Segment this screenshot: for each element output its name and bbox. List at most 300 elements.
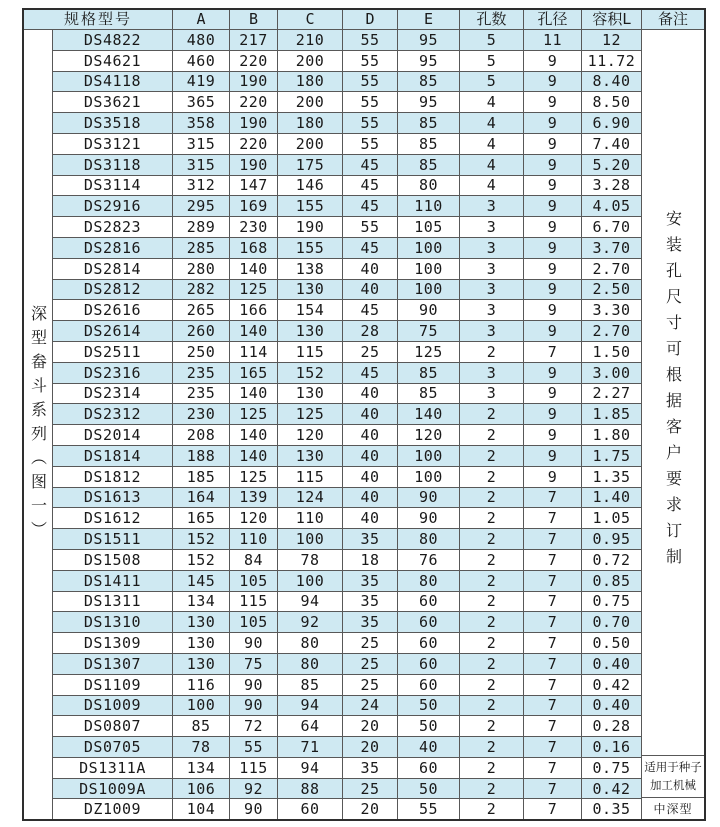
- cell-d: 40: [343, 259, 398, 279]
- cell-a: 265: [173, 300, 230, 320]
- cell-hole-diameter: 9: [524, 176, 582, 196]
- cell-a: 106: [173, 779, 230, 799]
- cell-hole-diameter: 7: [524, 550, 582, 570]
- cell-c: 155: [278, 238, 343, 258]
- cell-c: 130: [278, 384, 343, 404]
- table-row: [53, 176, 642, 197]
- cell-d: 25: [343, 342, 398, 362]
- cell-a: 78: [173, 737, 230, 757]
- cell-c: 146: [278, 176, 343, 196]
- cell-hole-count: 2: [460, 342, 524, 362]
- cell-hole-count: 3: [460, 363, 524, 383]
- cell-model: DS1411: [53, 571, 173, 591]
- cell-b: 217: [230, 30, 278, 50]
- cell-model: DS2014: [53, 425, 173, 445]
- cell-volume: 5.20: [582, 155, 642, 175]
- col-header-a: A: [173, 10, 230, 29]
- cell-e: 60: [398, 612, 460, 632]
- cell-model: DS0705: [53, 737, 173, 757]
- cell-model: DS3118: [53, 155, 173, 175]
- cell-hole-diameter: 7: [524, 654, 582, 674]
- table-row: [53, 300, 642, 321]
- cell-d: 45: [343, 176, 398, 196]
- cell-c: 175: [278, 155, 343, 175]
- cell-b: 140: [230, 259, 278, 279]
- cell-e: 60: [398, 758, 460, 778]
- cell-c: 130: [278, 321, 343, 341]
- cell-volume: 0.95: [582, 529, 642, 549]
- cell-d: 55: [343, 113, 398, 133]
- cell-c: 180: [278, 113, 343, 133]
- table-row: [53, 280, 642, 301]
- cell-e: 60: [398, 633, 460, 653]
- cell-e: 100: [398, 467, 460, 487]
- cell-a: 152: [173, 529, 230, 549]
- cell-volume: 12: [582, 30, 642, 50]
- cell-e: 80: [398, 571, 460, 591]
- cell-c: 130: [278, 446, 343, 466]
- cell-hole-count: 2: [460, 675, 524, 695]
- cell-model: DS1009A: [53, 779, 173, 799]
- cell-volume: 8.40: [582, 72, 642, 92]
- cell-e: 50: [398, 779, 460, 799]
- cell-a: 230: [173, 404, 230, 424]
- cell-b: 90: [230, 799, 278, 819]
- cell-volume: 0.70: [582, 612, 642, 632]
- cell-b: 147: [230, 176, 278, 196]
- cell-model: DS1311: [53, 592, 173, 612]
- cell-volume: 1.75: [582, 446, 642, 466]
- cell-d: 24: [343, 696, 398, 716]
- cell-c: 154: [278, 300, 343, 320]
- remark-note-cell: [642, 30, 704, 755]
- col-header-c: C: [278, 10, 343, 29]
- remark-column: [642, 30, 704, 819]
- cell-e: 85: [398, 134, 460, 154]
- cell-volume: 8.50: [582, 92, 642, 112]
- remark-note: 安装孔尺寸可根据客户要求订制: [663, 210, 683, 575]
- table-row: [53, 259, 642, 280]
- col-header-hole-count: 孔数: [460, 10, 524, 29]
- table-header-row: [24, 10, 704, 30]
- table-body-wrap: [24, 30, 704, 819]
- cell-a: 358: [173, 113, 230, 133]
- cell-model: DS1310: [53, 612, 173, 632]
- cell-c: 110: [278, 508, 343, 528]
- remark-seed-cell: [642, 755, 704, 797]
- cell-d: 40: [343, 488, 398, 508]
- cell-e: 60: [398, 654, 460, 674]
- cell-c: 94: [278, 592, 343, 612]
- cell-volume: 2.70: [582, 321, 642, 341]
- cell-hole-count: 2: [460, 633, 524, 653]
- cell-b: 120: [230, 508, 278, 528]
- cell-hole-count: 2: [460, 779, 524, 799]
- cell-hole-count: 3: [460, 196, 524, 216]
- cell-b: 168: [230, 238, 278, 258]
- cell-b: 140: [230, 446, 278, 466]
- cell-model: DS4621: [53, 51, 173, 71]
- cell-d: 55: [343, 92, 398, 112]
- cell-e: 80: [398, 176, 460, 196]
- cell-a: 260: [173, 321, 230, 341]
- cell-e: 140: [398, 404, 460, 424]
- cell-volume: 1.85: [582, 404, 642, 424]
- cell-d: 55: [343, 72, 398, 92]
- cell-e: 100: [398, 280, 460, 300]
- table-row: [53, 30, 642, 51]
- series-label-cell: [24, 30, 53, 819]
- table-row: [53, 238, 642, 259]
- cell-b: 115: [230, 758, 278, 778]
- cell-model: DS2316: [53, 363, 173, 383]
- cell-a: 480: [173, 30, 230, 50]
- cell-model: DS2511: [53, 342, 173, 362]
- cell-d: 25: [343, 633, 398, 653]
- cell-model: DS1009: [53, 696, 173, 716]
- col-header-volume: 容积L: [582, 10, 642, 29]
- table-row: [53, 113, 642, 134]
- cell-a: 164: [173, 488, 230, 508]
- cell-hole-count: 3: [460, 280, 524, 300]
- table-row: [53, 155, 642, 176]
- table-row: [53, 425, 642, 446]
- cell-hole-count: 5: [460, 51, 524, 71]
- cell-hole-diameter: 9: [524, 92, 582, 112]
- cell-a: 235: [173, 363, 230, 383]
- cell-volume: 0.16: [582, 737, 642, 757]
- cell-a: 134: [173, 592, 230, 612]
- cell-d: 40: [343, 280, 398, 300]
- cell-volume: 6.90: [582, 113, 642, 133]
- cell-e: 90: [398, 488, 460, 508]
- cell-c: 180: [278, 72, 343, 92]
- table-row: [53, 529, 642, 550]
- cell-c: 80: [278, 633, 343, 653]
- cell-e: 90: [398, 508, 460, 528]
- cell-model: DS2312: [53, 404, 173, 424]
- cell-b: 55: [230, 737, 278, 757]
- cell-hole-diameter: 7: [524, 799, 582, 819]
- cell-volume: 0.35: [582, 799, 642, 819]
- cell-c: 115: [278, 467, 343, 487]
- cell-b: 114: [230, 342, 278, 362]
- cell-hole-diameter: 9: [524, 217, 582, 237]
- cell-d: 40: [343, 446, 398, 466]
- cell-b: 115: [230, 592, 278, 612]
- cell-d: 45: [343, 155, 398, 175]
- cell-volume: 1.05: [582, 508, 642, 528]
- cell-d: 20: [343, 737, 398, 757]
- cell-c: 85: [278, 675, 343, 695]
- cell-hole-count: 2: [460, 529, 524, 549]
- cell-c: 92: [278, 612, 343, 632]
- cell-hole-count: 2: [460, 799, 524, 819]
- cell-hole-diameter: 9: [524, 321, 582, 341]
- cell-b: 125: [230, 404, 278, 424]
- remark-mid-deep: 中深型: [653, 802, 693, 817]
- cell-model: DS1307: [53, 654, 173, 674]
- cell-e: 85: [398, 113, 460, 133]
- cell-hole-diameter: 9: [524, 155, 582, 175]
- table-row: [53, 758, 642, 779]
- cell-c: 64: [278, 716, 343, 736]
- cell-hole-count: 2: [460, 488, 524, 508]
- cell-d: 55: [343, 51, 398, 71]
- cell-a: 130: [173, 612, 230, 632]
- cell-a: 188: [173, 446, 230, 466]
- cell-model: DS2616: [53, 300, 173, 320]
- cell-hole-count: 2: [460, 716, 524, 736]
- cell-a: 419: [173, 72, 230, 92]
- cell-c: 152: [278, 363, 343, 383]
- cell-c: 125: [278, 404, 343, 424]
- cell-volume: 1.35: [582, 467, 642, 487]
- cell-hole-count: 3: [460, 238, 524, 258]
- cell-volume: 0.28: [582, 716, 642, 736]
- cell-d: 40: [343, 467, 398, 487]
- cell-c: 94: [278, 696, 343, 716]
- cell-a: 250: [173, 342, 230, 362]
- cell-d: 25: [343, 675, 398, 695]
- cell-volume: 3.30: [582, 300, 642, 320]
- col-header-b: B: [230, 10, 278, 29]
- cell-volume: 11.72: [582, 51, 642, 71]
- cell-d: 20: [343, 716, 398, 736]
- cell-d: 35: [343, 592, 398, 612]
- cell-a: 365: [173, 92, 230, 112]
- cell-volume: 0.40: [582, 696, 642, 716]
- cell-model: DS2816: [53, 238, 173, 258]
- cell-hole-diameter: 7: [524, 675, 582, 695]
- cell-model: DS1613: [53, 488, 173, 508]
- cell-hole-diameter: 9: [524, 446, 582, 466]
- cell-model: DS0807: [53, 716, 173, 736]
- cell-c: 78: [278, 550, 343, 570]
- cell-hole-count: 4: [460, 134, 524, 154]
- cell-model: DS1511: [53, 529, 173, 549]
- cell-hole-count: 2: [460, 550, 524, 570]
- cell-hole-diameter: 9: [524, 384, 582, 404]
- cell-hole-diameter: 9: [524, 425, 582, 445]
- cell-model: DS3621: [53, 92, 173, 112]
- table-row: [53, 72, 642, 93]
- cell-a: 235: [173, 384, 230, 404]
- table-row: [53, 550, 642, 571]
- cell-c: 200: [278, 51, 343, 71]
- cell-a: 145: [173, 571, 230, 591]
- cell-hole-count: 2: [460, 571, 524, 591]
- table-body: [53, 30, 642, 819]
- cell-a: 208: [173, 425, 230, 445]
- cell-volume: 3.70: [582, 238, 642, 258]
- cell-a: 152: [173, 550, 230, 570]
- cell-volume: 4.05: [582, 196, 642, 216]
- table-row: [53, 342, 642, 363]
- table-row: [53, 633, 642, 654]
- cell-volume: 6.70: [582, 217, 642, 237]
- table-row: [53, 404, 642, 425]
- table-row: [53, 446, 642, 467]
- cell-e: 90: [398, 300, 460, 320]
- cell-d: 45: [343, 363, 398, 383]
- cell-volume: 1.40: [582, 488, 642, 508]
- cell-hole-diameter: 9: [524, 280, 582, 300]
- cell-hole-count: 4: [460, 176, 524, 196]
- cell-hole-count: 3: [460, 259, 524, 279]
- cell-hole-diameter: 9: [524, 51, 582, 71]
- cell-e: 95: [398, 92, 460, 112]
- cell-e: 100: [398, 446, 460, 466]
- cell-model: DS4822: [53, 30, 173, 50]
- cell-a: 295: [173, 196, 230, 216]
- cell-d: 40: [343, 425, 398, 445]
- cell-d: 40: [343, 404, 398, 424]
- cell-b: 190: [230, 113, 278, 133]
- table-row: [53, 675, 642, 696]
- table-row: [53, 92, 642, 113]
- cell-b: 110: [230, 529, 278, 549]
- cell-model: DS1814: [53, 446, 173, 466]
- cell-e: 85: [398, 363, 460, 383]
- cell-b: 72: [230, 716, 278, 736]
- table-row: [53, 696, 642, 717]
- col-header-spec-model: 规格型号: [24, 10, 173, 29]
- cell-hole-diameter: 9: [524, 72, 582, 92]
- cell-c: 94: [278, 758, 343, 778]
- table-row: [53, 384, 642, 405]
- cell-e: 75: [398, 321, 460, 341]
- cell-volume: 1.50: [582, 342, 642, 362]
- cell-e: 80: [398, 529, 460, 549]
- cell-b: 90: [230, 633, 278, 653]
- cell-a: 130: [173, 633, 230, 653]
- cell-model: DS2812: [53, 280, 173, 300]
- cell-c: 190: [278, 217, 343, 237]
- cell-model: DS3114: [53, 176, 173, 196]
- cell-c: 210: [278, 30, 343, 50]
- table-row: [53, 196, 642, 217]
- cell-e: 50: [398, 696, 460, 716]
- cell-model: DS2314: [53, 384, 173, 404]
- cell-hole-diameter: 7: [524, 737, 582, 757]
- cell-b: 220: [230, 92, 278, 112]
- cell-b: 230: [230, 217, 278, 237]
- cell-e: 95: [398, 51, 460, 71]
- table-row: [53, 799, 642, 819]
- cell-model: DS3121: [53, 134, 173, 154]
- cell-d: 20: [343, 799, 398, 819]
- cell-d: 18: [343, 550, 398, 570]
- cell-hole-count: 2: [460, 592, 524, 612]
- cell-c: 60: [278, 799, 343, 819]
- cell-hole-diameter: 9: [524, 113, 582, 133]
- cell-b: 105: [230, 612, 278, 632]
- cell-b: 140: [230, 321, 278, 341]
- cell-hole-count: 2: [460, 467, 524, 487]
- cell-b: 190: [230, 72, 278, 92]
- cell-b: 190: [230, 155, 278, 175]
- cell-hole-count: 2: [460, 425, 524, 445]
- cell-d: 35: [343, 529, 398, 549]
- cell-c: 71: [278, 737, 343, 757]
- cell-hole-count: 2: [460, 508, 524, 528]
- cell-hole-count: 5: [460, 72, 524, 92]
- remark-seed-line2: 加工机械: [650, 777, 696, 792]
- cell-a: 104: [173, 799, 230, 819]
- cell-d: 45: [343, 238, 398, 258]
- cell-model: DS1508: [53, 550, 173, 570]
- cell-hole-diameter: 7: [524, 571, 582, 591]
- cell-b: 166: [230, 300, 278, 320]
- cell-hole-count: 3: [460, 300, 524, 320]
- cell-b: 125: [230, 280, 278, 300]
- cell-hole-count: 2: [460, 612, 524, 632]
- col-header-hole-diameter: 孔径: [524, 10, 582, 29]
- cell-hole-diameter: 9: [524, 259, 582, 279]
- col-header-remark: 备注: [657, 10, 688, 28]
- cell-e: 105: [398, 217, 460, 237]
- cell-b: 92: [230, 779, 278, 799]
- cell-volume: 2.50: [582, 280, 642, 300]
- cell-model: DS1612: [53, 508, 173, 528]
- cell-volume: 0.50: [582, 633, 642, 653]
- cell-volume: 0.75: [582, 592, 642, 612]
- cell-model: DS1812: [53, 467, 173, 487]
- cell-a: 460: [173, 51, 230, 71]
- table-row: [53, 321, 642, 342]
- cell-hole-diameter: 11: [524, 30, 582, 50]
- cell-e: 100: [398, 238, 460, 258]
- cell-model: DS2614: [53, 321, 173, 341]
- cell-a: 85: [173, 716, 230, 736]
- cell-volume: 0.42: [582, 675, 642, 695]
- cell-a: 315: [173, 134, 230, 154]
- cell-e: 60: [398, 675, 460, 695]
- cell-model: DS1309: [53, 633, 173, 653]
- cell-d: 45: [343, 300, 398, 320]
- cell-hole-diameter: 9: [524, 404, 582, 424]
- cell-hole-diameter: 7: [524, 716, 582, 736]
- cell-b: 220: [230, 51, 278, 71]
- cell-model: DS3518: [53, 113, 173, 133]
- cell-a: 185: [173, 467, 230, 487]
- cell-model: DS2916: [53, 196, 173, 216]
- cell-hole-count: 2: [460, 404, 524, 424]
- cell-hole-diameter: 9: [524, 467, 582, 487]
- cell-e: 85: [398, 155, 460, 175]
- cell-volume: 3.28: [582, 176, 642, 196]
- cell-b: 140: [230, 425, 278, 445]
- table-row: [53, 363, 642, 384]
- cell-hole-diameter: 7: [524, 633, 582, 653]
- cell-volume: 2.70: [582, 259, 642, 279]
- cell-model: DS2823: [53, 217, 173, 237]
- cell-a: 134: [173, 758, 230, 778]
- cell-d: 55: [343, 30, 398, 50]
- cell-d: 35: [343, 758, 398, 778]
- cell-c: 200: [278, 134, 343, 154]
- table-row: [53, 737, 642, 758]
- cell-e: 85: [398, 384, 460, 404]
- cell-e: 50: [398, 716, 460, 736]
- cell-hole-diameter: 7: [524, 779, 582, 799]
- cell-d: 28: [343, 321, 398, 341]
- cell-b: 140: [230, 384, 278, 404]
- cell-hole-diameter: 7: [524, 592, 582, 612]
- cell-e: 55: [398, 799, 460, 819]
- cell-hole-count: 4: [460, 113, 524, 133]
